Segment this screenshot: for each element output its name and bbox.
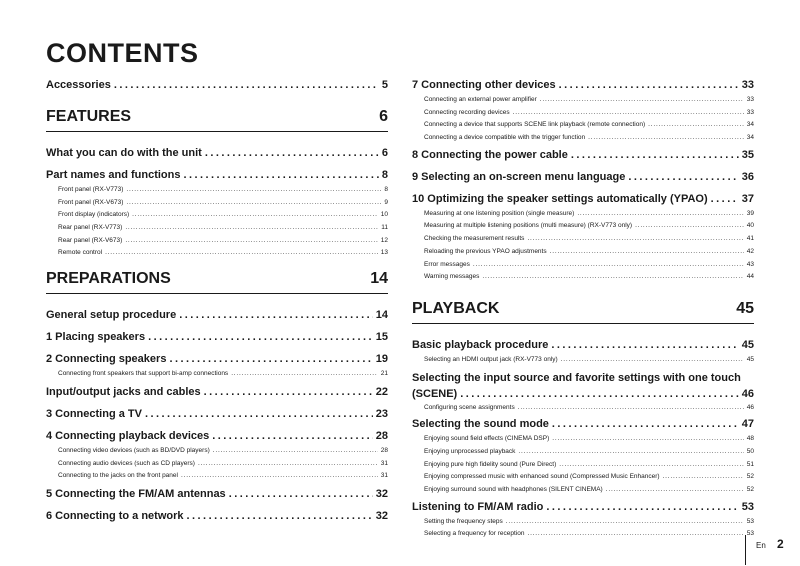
toc-entry-page: 47 (741, 418, 754, 431)
toc-subentry-page: 44 (746, 273, 754, 281)
toc-entry-connecting-speakers[interactable] (46, 350, 388, 368)
toc-entry-label: Listening to FM/AM radio (412, 500, 544, 513)
toc-entry-ypao[interactable] (412, 190, 754, 208)
footer-language: En (756, 541, 766, 550)
toc-subentry[interactable] (412, 94, 754, 107)
section-heading-playback (412, 300, 754, 324)
toc-entry-page: 8 (381, 169, 388, 181)
toc-subentry-label: Connecting front speakers that support bi-amp connections (58, 370, 229, 378)
toc-subentry-label: Enjoying unprocessed playback (424, 447, 516, 455)
toc-subentry-label: Front display (indicators) (58, 211, 130, 219)
toc-subentry[interactable] (46, 368, 388, 381)
toc-subentry[interactable] (412, 402, 754, 415)
toc-subentry[interactable] (412, 484, 754, 497)
toc-entry-label: 2 Connecting speakers (46, 353, 167, 366)
toc-subentry-page: 31 (380, 472, 388, 480)
toc-entry-label: Accessories (46, 79, 111, 91)
page-title: CONTENTS (46, 38, 199, 68)
toc-subentry-label: Connecting to the jacks on the front panel (58, 472, 178, 480)
toc-entry-network[interactable] (46, 507, 388, 525)
toc-entry-page: 14 (375, 309, 388, 322)
toc-subentry-label: Connecting recording devices (424, 108, 510, 116)
toc-entry-menu-language[interactable] (412, 168, 754, 186)
section-heading-page: 6 (379, 108, 388, 125)
toc-subentry-page: 51 (746, 460, 754, 468)
toc-entry-label: 5 Connecting the FM/AM antennas (46, 487, 226, 500)
toc-subentry-page: 21 (380, 370, 388, 378)
toc-subentry-page: 53 (746, 530, 754, 538)
toc-subentry-label: Connecting audio devices (such as CD players) (58, 459, 195, 467)
toc-entry-page: 32 (375, 509, 388, 522)
toc-subentry-label: Measuring at multiple listening positions (multi measure) (RX-V773 only) (424, 222, 633, 230)
toc-subentry-page: 12 (380, 236, 388, 244)
toc-subentry-label: Enjoying compressed music with enhanced sound (Compressed Music Enhancer) (424, 473, 660, 481)
toc-entry-page: 46 (741, 387, 754, 400)
toc-subentry[interactable] (412, 471, 754, 484)
footer-page-number: 2 (777, 537, 784, 551)
toc-subentry[interactable] (412, 516, 754, 529)
toc-entry-page: 28 (375, 429, 388, 442)
toc-entry-label: 10 Optimizing the speaker settings automatically (YPAO) (412, 192, 708, 205)
toc-entry-label: 4 Connecting playback devices (46, 429, 210, 442)
toc-entry-label-line2: (SCENE) (412, 387, 458, 400)
toc-entry-label: Selecting the sound mode (412, 418, 549, 431)
toc-entry-label: 7 Connecting other devices (412, 79, 556, 91)
toc-subentry-label: Error messages (424, 260, 470, 268)
toc-subentry-label: Connecting a device compatible with the trigger function (424, 134, 586, 142)
toc-subentry-label: Checking the measurement results (424, 235, 525, 243)
toc-entry-page: 37 (741, 192, 754, 205)
toc-subentry-label: Rear panel (RX-V773) (58, 224, 123, 232)
toc-entry-fm-am-radio[interactable] (412, 498, 754, 516)
toc-subentry[interactable] (412, 446, 754, 459)
toc-subentry-label: Connecting an external power amplifier (424, 96, 537, 103)
toc-entry-page: 35 (741, 148, 754, 161)
toc-subentry-page: 39 (746, 209, 754, 217)
toc-entry-page: 33 (741, 79, 754, 91)
section-heading-label: PLAYBACK (412, 299, 500, 317)
section-heading-label: FEATURES (46, 108, 132, 125)
toc-subentry-page: 46 (746, 403, 754, 411)
toc-entry-placing-speakers[interactable] (46, 328, 388, 346)
toc-subentry-label: Enjoying pure high fidelity sound (Pure Direct) (424, 460, 557, 468)
section-heading-label: PREPARATIONS (46, 270, 171, 288)
toc-right-column (412, 75, 754, 541)
toc-entry-label: Part names and functions (46, 169, 181, 181)
toc-entry-page: 32 (375, 487, 388, 500)
toc-subentry-label: Reloading the previous YPAO adjustments (424, 247, 547, 255)
toc-subentry-page: 10 (380, 211, 388, 219)
toc-subentry-label: Selecting an HDMI output jack (RX-V773 only) (424, 355, 558, 363)
section-heading-page: 14 (370, 270, 388, 288)
toc-subentry[interactable] (46, 235, 388, 248)
toc-subentry[interactable] (412, 220, 754, 233)
toc-subentry[interactable] (412, 271, 754, 284)
toc-entry-label: 3 Connecting a TV (46, 407, 142, 420)
toc-subentry[interactable] (412, 354, 754, 367)
toc-entry-what-you-can-do[interactable] (46, 144, 388, 162)
toc-subentry-page: 52 (746, 473, 754, 481)
toc-subentry-label: Connecting a device that supports SCENE link playback (remote connection) (424, 121, 646, 129)
toc-subentry[interactable] (46, 209, 388, 222)
toc-subentry-label: Enjoying surround sound with headphones (SILENT CINEMA) (424, 486, 603, 493)
toc-entry-connecting-playback[interactable] (46, 427, 388, 445)
toc-subentry[interactable] (46, 458, 388, 471)
toc-subentry-page: 28 (380, 446, 388, 454)
toc-entry-accessories[interactable] (46, 76, 388, 94)
toc-subentry-page: 13 (380, 249, 388, 257)
toc-subentry[interactable] (412, 208, 754, 221)
toc-subentry-label: Connecting video devices (such as BD/DVD players) (58, 446, 210, 454)
toc-subentry-page: 33 (746, 96, 754, 103)
toc-entry-label: 1 Placing speakers (46, 331, 146, 344)
section-heading-features (46, 108, 388, 132)
toc-entry-connecting-tv[interactable] (46, 405, 388, 423)
toc-subentry[interactable] (412, 233, 754, 246)
toc-subentry-page: 43 (746, 260, 754, 268)
toc-entry-page: 23 (375, 407, 388, 420)
toc-entry-page: 53 (741, 500, 754, 513)
toc-entry-label: What you can do with the unit (46, 147, 202, 159)
section-heading-page: 45 (736, 299, 754, 317)
toc-subentry-page: 8 (384, 186, 388, 193)
toc-entry-label: Input/output jacks and cables (46, 385, 201, 398)
toc-subentry[interactable] (46, 184, 388, 197)
footer-divider (745, 535, 746, 565)
toc-subentry-page: 9 (384, 198, 388, 206)
toc-subentry-label: Measuring at one listening position (single measure) (424, 209, 575, 217)
toc-subentry[interactable] (46, 445, 388, 458)
toc-entry-page: 5 (381, 79, 388, 91)
toc-entry-label: 9 Selecting an on-screen menu language (412, 170, 626, 183)
toc-subentry[interactable] (412, 246, 754, 259)
toc-subentry-page: 42 (746, 247, 754, 255)
toc-subentry-label: Configuring scene assignments (424, 403, 515, 411)
toc-entry-general-setup[interactable] (46, 306, 388, 324)
toc-subentry[interactable] (412, 132, 754, 145)
toc-subentry-label: Warning messages (424, 273, 480, 281)
toc-subentry-label: Front panel (RX-V673) (58, 198, 124, 206)
toc-entry-page: 45 (741, 338, 754, 351)
toc-entry-part-names[interactable] (46, 166, 388, 184)
section-heading-preparations (46, 270, 388, 294)
toc-entry-label: 8 Connecting the power cable (412, 148, 568, 161)
toc-subentry[interactable] (412, 259, 754, 272)
toc-entry-input-source[interactable] (412, 370, 754, 402)
toc-entry-page: 6 (381, 147, 388, 159)
toc-entry-page: 22 (375, 385, 388, 398)
toc-subentry-page: 52 (746, 486, 754, 493)
toc-subentry-page: 34 (746, 134, 754, 142)
toc-subentry-label: Selecting a frequency for reception (424, 530, 525, 538)
toc-subentry[interactable] (46, 247, 388, 260)
toc-entry-power-cable[interactable] (412, 146, 754, 164)
toc-entry-label: 6 Connecting to a network (46, 509, 184, 522)
toc-entry-label-line1: Selecting the input source and favorite settings with one touch (412, 371, 741, 384)
toc-subentry-page: 11 (381, 224, 388, 232)
toc-subentry-page: 50 (746, 447, 754, 455)
toc-left-column (46, 75, 388, 525)
toc-entry-label: General setup procedure (46, 309, 177, 322)
toc-subentry-label: Setting the frequency steps (424, 517, 503, 525)
toc-subentry[interactable] (412, 528, 754, 541)
toc-entry-page: 36 (741, 170, 754, 183)
toc-subentry[interactable] (46, 197, 388, 210)
toc-subentry-label: Front panel (RX-V773) (58, 186, 124, 193)
toc-subentry-page: 53 (746, 517, 754, 525)
toc-subentry[interactable] (412, 433, 754, 446)
toc-entry-sound-mode[interactable] (412, 415, 754, 433)
toc-subentry[interactable] (46, 222, 388, 235)
toc-subentry[interactable] (412, 107, 754, 120)
toc-subentry-label: Enjoying sound field effects (CINEMA DSP) (424, 435, 550, 443)
toc-subentry-label: Rear panel (RX-V673) (58, 236, 123, 244)
toc-entry-basic-playback[interactable] (412, 336, 754, 354)
toc-entry-other-devices[interactable] (412, 76, 754, 94)
toc-entry-label: Basic playback procedure (412, 338, 549, 351)
toc-subentry-page: 45 (746, 355, 754, 363)
toc-subentry-page: 48 (746, 435, 754, 443)
toc-subentry-label: Remote control (58, 249, 103, 257)
toc-entry-page: 15 (375, 331, 388, 344)
toc-subentry-page: 34 (746, 121, 754, 129)
toc-entry-fm-am-antennas[interactable] (46, 485, 388, 503)
toc-subentry[interactable] (46, 470, 388, 483)
toc-subentry-page: 31 (380, 459, 388, 467)
toc-subentry-page: 33 (746, 108, 754, 116)
toc-entry-io-jacks[interactable] (46, 383, 388, 401)
toc-subentry[interactable] (412, 459, 754, 472)
toc-subentry-page: 41 (746, 235, 754, 243)
toc-entry-page: 19 (375, 353, 388, 366)
toc-subentry[interactable] (412, 119, 754, 132)
toc-subentry-page: 40 (746, 222, 754, 230)
